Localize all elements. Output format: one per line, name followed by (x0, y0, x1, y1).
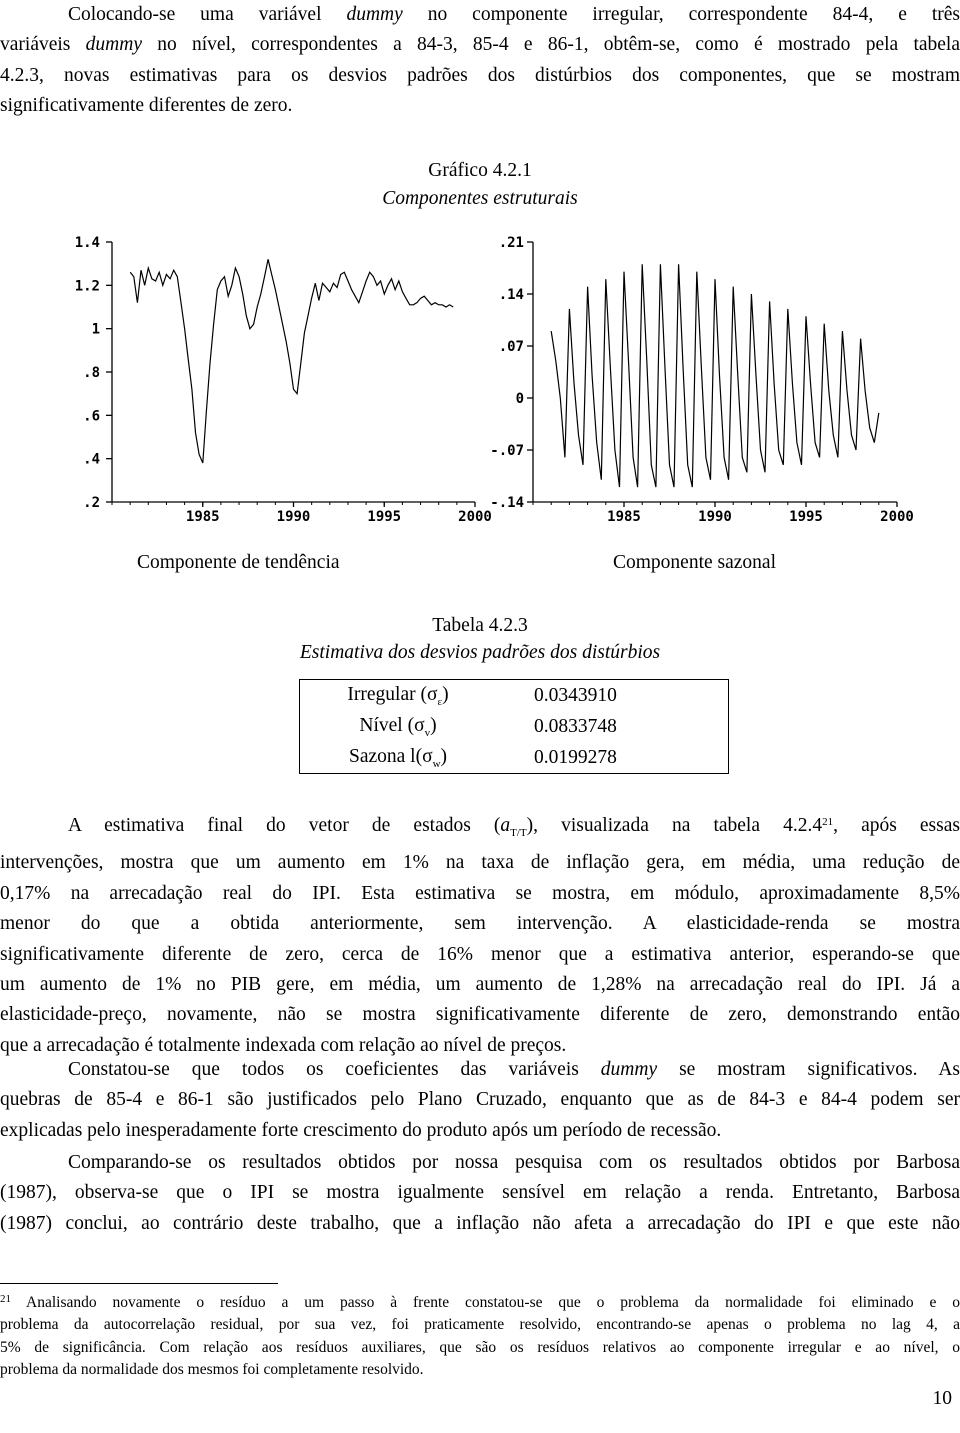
x-tick-label: 1990 (276, 509, 311, 525)
estimates-table (299, 679, 729, 774)
key-text: ) (440, 745, 448, 767)
body-sub: T/T (510, 826, 527, 839)
body-line: um aumento de 1% no PIB gere, em média, um aumento de 1,28% na arrecadação real do IPI. Já a (0, 973, 960, 995)
table-value: 0.0199278 (496, 742, 729, 774)
body-italic: a (500, 815, 511, 836)
table-key (300, 711, 497, 742)
key-sub: v (424, 726, 431, 739)
y-tick-label: -.07 (490, 443, 524, 459)
body-paragraph-1 (0, 811, 960, 1061)
footnote-number: 21 (0, 1293, 11, 1305)
table-title: Estimativa dos desvios padrões dos distúrbios (299, 642, 661, 663)
intro-text: no componente irregular, correspondente 84-4, e três (402, 4, 960, 25)
key-text: ) (430, 714, 437, 736)
body-line: significativamente diferente de zero, cerca de 16% menor que a estimativa anterior, esperando-se que (0, 943, 960, 965)
body-line: menor do que a obtida anteriormente, sem intervenção. A elasticidade-renda se mostra (0, 913, 960, 935)
footnote-text: Analisando novamente o resíduo a um passo à frente constatou-se que o problema da normalidade foi eliminado e o (11, 1294, 960, 1311)
trend-caption: Componente de tendência (137, 552, 340, 573)
key-text: Sazona l(σ (348, 745, 433, 767)
body-paragraph-3 (0, 1148, 960, 1239)
intro-text: variáveis (0, 34, 86, 56)
body-italic: dummy (600, 1059, 658, 1080)
x-tick-label: 1985 (607, 509, 641, 525)
intro-line: significativamente diferentes de zero. (0, 95, 293, 117)
key-sub: ε (437, 695, 443, 708)
structural-components-charts (0, 225, 960, 525)
table-row (300, 711, 729, 742)
y-tick-label: .07 (498, 339, 524, 355)
body-text: A estimativa final do vetor de estados ( (68, 815, 501, 836)
trend-component-chart (75, 235, 492, 525)
intro-text: Colocando-se uma variável (68, 4, 347, 25)
intro-paragraph (0, 0, 960, 122)
key-sub: w (432, 757, 441, 770)
body-text: ), visualizada na tabela 4.2.4 (526, 815, 823, 836)
series-line (551, 264, 879, 487)
x-tick-label: 2000 (880, 509, 914, 525)
intro-line: 4.2.3, novas estimativas para os desvios padrões dos distúrbios dos componentes, que se mostram (0, 64, 960, 86)
seasonal-caption: Componente sazonal (613, 552, 776, 573)
x-tick-label: 1985 (185, 509, 220, 525)
y-tick-label: 1.2 (74, 278, 100, 295)
y-tick-label: .6 (83, 408, 100, 425)
body-line: elasticidade-preço, novamente, não se mostra significativamente diferente de zero, demonstrando então (0, 1004, 960, 1026)
table-row (300, 742, 729, 774)
key-text: ) (442, 683, 449, 705)
footnote (0, 1292, 960, 1382)
body-text: Comparando-se os resultados obtidos por nossa pesquisa com os resultados obtidos por Barbosa (68, 1152, 960, 1173)
y-tick-label: .8 (83, 365, 100, 381)
key-text: Irregular (σ (347, 683, 438, 705)
y-tick-label: -.14 (490, 495, 524, 511)
x-tick-label: 2000 (458, 509, 492, 525)
y-tick-label: 1 (91, 321, 100, 338)
footnote-ref[interactable]: 21 (822, 816, 834, 828)
footnote-line: 5% de significância. Com relação aos resíduos auxiliares, que são os resíduos relativos ao componente irregular e ao nível, o (0, 1338, 960, 1356)
table-key (300, 742, 497, 774)
table-value: 0.0343910 (496, 680, 729, 712)
body-text: se mostram significativos. As (657, 1059, 960, 1080)
body-text: , após essas (833, 815, 960, 836)
page-number: 10 (932, 1388, 952, 1409)
seasonal-component-chart (490, 235, 914, 525)
footnote-rule (0, 1283, 278, 1284)
y-tick-label: 0 (515, 391, 524, 407)
table-value: 0.0833748 (496, 711, 729, 742)
body-line: quebras de 85-4 e 86-1 são justificados pelo Plano Cruzado, enquanto que as de 84-3 e 84-4 podem ser (0, 1089, 960, 1111)
y-tick-label: .2 (83, 495, 100, 511)
key-text: Nível (σ (359, 714, 425, 736)
footnote-line: problema da normalidade dos mesmos foi completamente resolvido. (0, 1361, 424, 1379)
intro-italic: dummy (346, 4, 403, 25)
table-key (300, 680, 497, 712)
body-line: 0,17% na arrecadação real do IPI. Esta estimativa se mostra, em módulo, aproximadamente 8,5% (0, 882, 960, 904)
body-paragraph-2 (0, 1055, 960, 1146)
y-tick-label: 1.4 (74, 235, 100, 251)
x-tick-label: 1990 (698, 509, 732, 525)
body-line: (1987) conclui, ao contrário deste trabalho, que a inflação não afeta a arrecadação do IPI e que este não (0, 1212, 960, 1234)
table-label: Tabela 4.2.3 (432, 615, 528, 636)
body-line: que a arrecadação é totalmente indexada com relação ao nível de preços. (0, 1034, 567, 1056)
table-row (300, 680, 729, 712)
body-line: intervenções, mostra que um aumento em 1% na taxa de inflação gera, em média, uma redução de (0, 852, 960, 874)
footnote-line: problema da autocorrelação residual, por sua vez, foi praticamente resolvido, encontrando-se apenas o problema no lag 4, a (0, 1316, 960, 1334)
body-text: Constatou-se que todos os coeficientes das variáveis (68, 1059, 601, 1080)
intro-text: no nível, correspondentes a 84-3, 85-4 e 86-1, obtêm-se, como é mostrado pela tabela (141, 34, 960, 56)
y-tick-label: .14 (498, 287, 524, 303)
body-line: (1987), observa-se que o IPI se mostra igualmente sensível em relação a renda. Entretanto, Barbosa (0, 1182, 960, 1204)
y-tick-label: .4 (83, 451, 100, 468)
x-tick-label: 1995 (789, 509, 823, 525)
body-line: explicadas pelo inesperadamente forte crescimento do produto após um período de recessão. (0, 1119, 722, 1141)
x-tick-label: 1995 (367, 509, 402, 525)
figure-label: Gráfico 4.2.1 (428, 160, 532, 181)
series-line (130, 259, 453, 463)
intro-italic: dummy (85, 34, 142, 56)
figure-title: Componentes estruturais (382, 188, 578, 209)
y-tick-label: .21 (498, 235, 524, 251)
